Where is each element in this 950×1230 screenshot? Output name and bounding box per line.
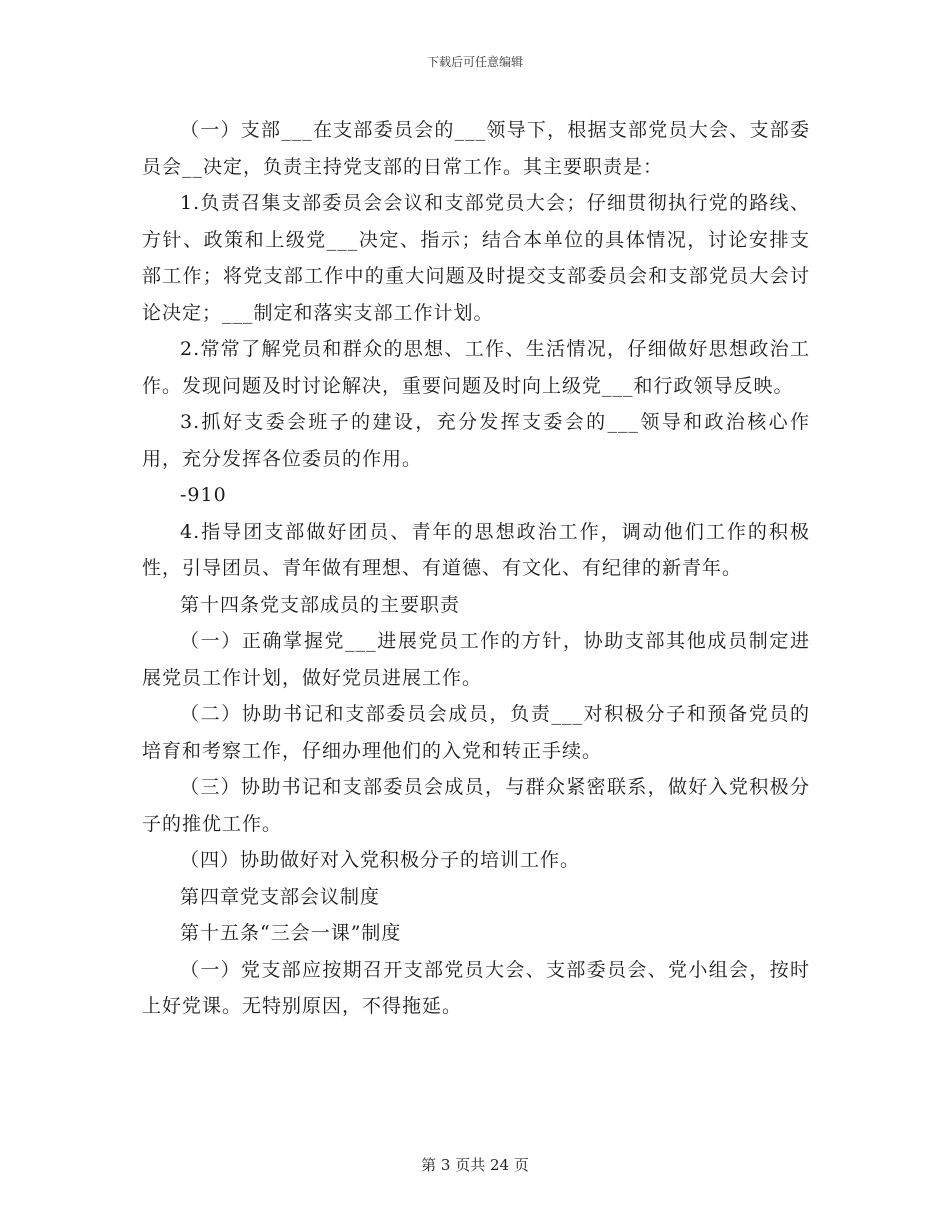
article-14-heading: 第十四条党支部成员的主要职责 [180, 593, 461, 616]
paragraph-member-duty-4: （四）协助做好对入党积极分子的培训工作。 [180, 849, 581, 871]
paragraph-meeting-rule-1: （一）党支部应按期召开支部党员大会、支部委员会、党小组会，按时上好党课。无特别原因，不得拖延。 [142, 958, 810, 1017]
paragraph-duty-2: 2.常常了解党员和群众的思想、工作、生活情况，仔细做好思想政治工作。发现问题及时讨论解决，重要问题及时向上级党___和行政领导反映。 [142, 338, 810, 397]
paragraph-duty-4: 4.指导团支部做好团员、青年的思想政治工作，调动他们工作的积极性，引导团员、青年做有理想、有道德、有文化、有纪律的新青年。 [142, 520, 810, 579]
document-body [142, 112, 810, 1025]
paragraph-secretary-intro: （一）支部___在支部委员会的___领导下，根据支部党员大会、支部委员会__决定，负责主持党支部的日常工作。其主要职责是： [142, 119, 810, 178]
paragraph-member-duty-3: （三）协助书记和支部委员会成员，与群众紧密联系，做好入党积极分子的推优工作。 [142, 776, 810, 835]
page-marker: -910 [180, 484, 227, 506]
paragraph-duty-3: 3.抓好支委会班子的建设，充分发挥支委会的___领导和政治核心作用，充分发挥各位委员的作用。 [142, 411, 810, 470]
paragraph-member-duty-2: （二）协助书记和支部委员会成员，负责___对积极分子和预备党员的培育和考察工作，仔细办理他们的入党和转正手续。 [142, 703, 810, 762]
article-15-heading: 第十五条“三会一课”制度 [180, 922, 402, 944]
paragraph-member-duty-1: （一）正确掌握党___进展党员工作的方针，协助支部其他成员制定进展党员工作计划，做好党员进展工作。 [142, 630, 810, 689]
page-footer: 第 3 页共 24 页 [421, 1156, 529, 1174]
paragraph-duty-1: 1.负责召集支部委员会会议和支部党员大会；仔细贯彻执行党的路线、方针、政策和上级党___决定、指示；结合本单位的具体情况，讨论安排支部工作；将党支部工作中的重大问题及时提交支部委员会和支部党员大会讨论决定；___制定和落实支部工作计划。 [142, 192, 810, 324]
page-header: 下载后可任意编辑 [426, 55, 523, 69]
chapter-4-heading: 第四章党支部会议制度 [180, 885, 381, 908]
